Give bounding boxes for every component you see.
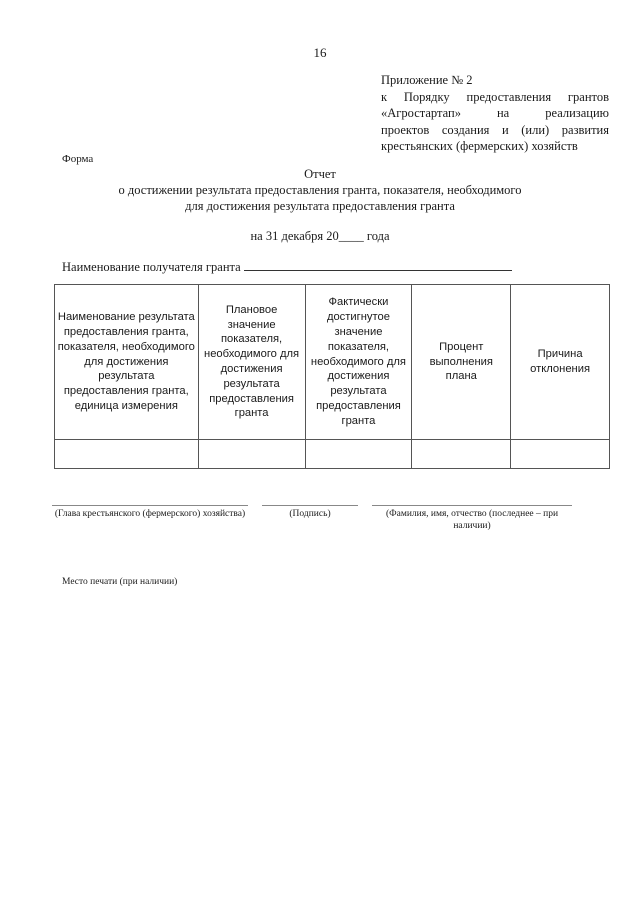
table-cell[interactable]: [511, 440, 610, 469]
appendix-line-3: «Агростартап» на реализацию: [381, 106, 609, 120]
form-label: Форма: [62, 153, 94, 165]
title-line-2: о достижении результата предоставления гранта, показателя, необходимого: [118, 183, 522, 197]
recipient-label: Наименование получателя гранта: [62, 260, 241, 274]
appendix-line-4: проектов создания и (или) развития: [381, 122, 609, 137]
appendix-line-5: крестьянских (фермерских) хозяйств: [381, 139, 578, 153]
recipient-name-field[interactable]: [244, 258, 512, 271]
recipient-row: [62, 258, 512, 275]
signature-head: [52, 505, 248, 520]
table-row: [55, 440, 610, 469]
title-line-1: Отчет: [304, 167, 336, 181]
page-number: 16: [313, 45, 327, 60]
header-cell: Плановое значение показателя, необходимого для достижения результата предоставления гранта: [198, 285, 305, 440]
appendix-line-2: к Порядку предоставления грантов: [381, 89, 609, 104]
report-date: на 31 декабря 20____ года: [250, 229, 390, 243]
signature-sign-caption: (Подпись): [289, 509, 331, 519]
header-cell: Причина отклонения: [511, 285, 610, 440]
appendix-line-1: Приложение № 2: [381, 73, 473, 87]
table-cell[interactable]: [198, 440, 305, 469]
signature-line[interactable]: [52, 505, 248, 506]
header-cell: Процент выполнения плана: [412, 285, 511, 440]
stamp-label: Место печати (при наличии): [62, 577, 178, 587]
table-cell[interactable]: [412, 440, 511, 469]
header-cell: Фактически достигнутое значение показателя, необходимого для достижения результата предоставления гранта: [305, 285, 412, 440]
table-cell[interactable]: [55, 440, 199, 469]
signature-line[interactable]: [372, 505, 572, 506]
signature-head-caption: (Глава крестьянского (фермерского) хозяйства): [54, 509, 246, 519]
report-title: [0, 166, 640, 214]
signature-line[interactable]: [262, 505, 358, 506]
signature-name-caption: (Фамилия, имя, отчество (последнее – при наличии): [385, 509, 559, 531]
appendix-block: [381, 72, 609, 155]
signature-name: [372, 505, 572, 532]
header-cell: Наименование результата предоставления гранта, показателя, необходимого для достижения результата предоставления гранта, единица измерения: [55, 285, 199, 440]
signature-sign: [262, 505, 358, 520]
title-line-3: для достижения результата предоставления гранта: [185, 199, 455, 213]
report-table: [54, 284, 610, 469]
table-cell[interactable]: [305, 440, 412, 469]
table-header-row: [55, 285, 610, 440]
